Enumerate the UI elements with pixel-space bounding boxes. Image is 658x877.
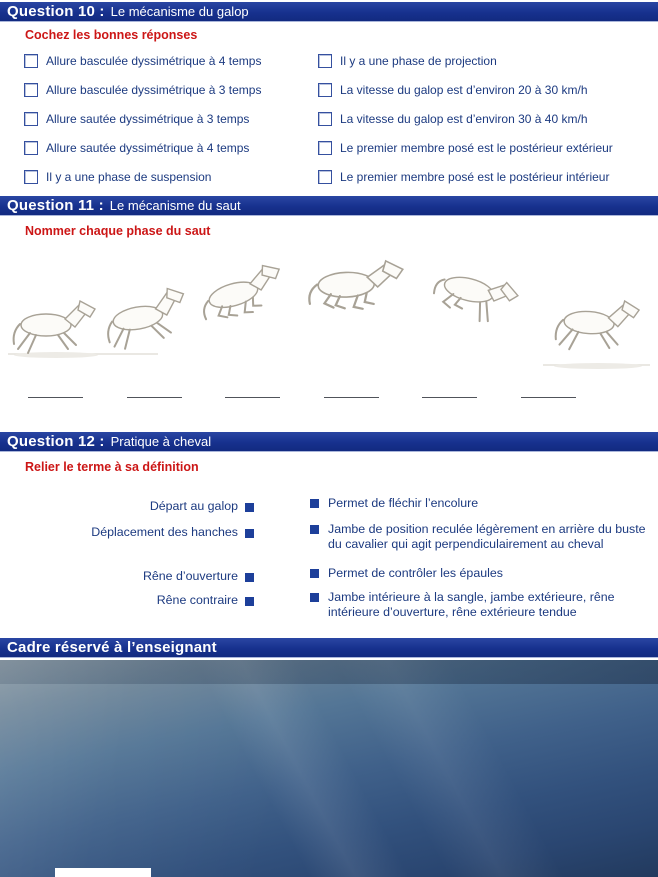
q12-definition: Permet de fléchir l’encolure [328, 496, 479, 510]
q10-option-label: Il y a une phase de projection [340, 53, 497, 68]
q12-definition: Permet de contrôler les épaules [328, 566, 503, 580]
q12-match-row [0, 566, 658, 583]
q11-answer-blanks [28, 386, 576, 398]
horse-phase-3 [196, 261, 289, 325]
q10-option-row [24, 104, 314, 133]
q10-option-checkbox[interactable] [24, 141, 38, 155]
q10-option-checkbox[interactable] [318, 112, 332, 126]
q10-option-label: Allure basculée dyssimétrique à 3 temps [46, 82, 262, 97]
teacher-reserved-area-photo [0, 660, 658, 877]
horse-phase-2 [102, 286, 191, 351]
q12-definition-connector-square[interactable] [310, 525, 319, 534]
q12-definition-connector-square[interactable] [310, 499, 319, 508]
q10-option-row [24, 133, 314, 162]
q10-option-label: La vitesse du galop est d’environ 20 à 30 km/h [340, 82, 588, 97]
question-11-title: Le mécanisme du saut [109, 198, 241, 213]
q12-term: Rêne contraire [156, 593, 238, 607]
q10-option-row [318, 133, 654, 162]
horse-phase-5 [430, 266, 521, 329]
q10-option-checkbox[interactable] [318, 54, 332, 68]
question-10-label: Question 10 : [7, 3, 105, 20]
question-11-label: Question 11 : [7, 197, 104, 214]
q12-definition: Jambe de position reculée légèrement en arrière du buste du cavalier qui agit perpendiculairement au cheval [328, 522, 646, 551]
q10-option-checkbox[interactable] [318, 170, 332, 184]
q12-term-connector-square[interactable] [245, 597, 254, 606]
q10-option-label: Allure sautée dyssimétrique à 3 temps [46, 111, 250, 126]
horse-phase-6 [555, 296, 640, 354]
q12-term-connector-square[interactable] [245, 529, 254, 538]
q12-term: Départ au galop [149, 499, 238, 513]
q10-option-row [24, 162, 314, 191]
q10-option-label: Le premier membre posé est le postérieur intérieur [340, 169, 610, 184]
q10-left-options [24, 46, 314, 191]
question-11-header [0, 196, 658, 216]
q12-term-connector-square[interactable] [245, 573, 254, 582]
q12-definition-connector-square[interactable] [310, 569, 319, 578]
q10-option-row [318, 104, 654, 133]
q10-option-checkbox[interactable] [24, 54, 38, 68]
q12-match-row [0, 496, 658, 513]
q10-option-row [318, 46, 654, 75]
answer-blank[interactable] [324, 386, 379, 398]
question-10-title: Le mécanisme du galop [110, 4, 249, 19]
q12-term-connector-square[interactable] [245, 503, 254, 512]
horse-jump-sequence-image [8, 248, 650, 373]
q10-right-options [318, 46, 654, 191]
answer-blank[interactable] [225, 386, 280, 398]
q12-match-row [0, 590, 658, 619]
q12-instruction: Relier le terme à sa définition [25, 460, 199, 474]
teacher-box-header [0, 638, 658, 658]
q10-option-label: Le premier membre posé est le postérieur extérieur [340, 140, 613, 155]
q10-option-row [318, 162, 654, 191]
q10-option-checkbox[interactable] [318, 83, 332, 97]
q10-option-label: Allure basculée dyssimétrique à 4 temps [46, 53, 262, 68]
q12-term: Déplacement des hanches [91, 525, 238, 539]
answer-blank[interactable] [422, 386, 477, 398]
horse-phase-1 [14, 301, 95, 353]
q11-instruction: Nommer chaque phase du saut [25, 224, 211, 238]
answer-blank[interactable] [521, 386, 576, 398]
q10-option-label: Allure sautée dyssimétrique à 4 temps [46, 140, 250, 155]
q12-term: Rêne d’ouverture [142, 569, 238, 583]
q10-option-label: La vitesse du galop est d’environ 30 à 40 km/h [340, 111, 588, 126]
q10-option-checkbox[interactable] [24, 170, 38, 184]
q12-definition: Jambe intérieure à la sangle, jambe extérieure, rêne intérieure d’ouverture, rêne extérieure tendue [328, 590, 615, 619]
question-12-header [0, 432, 658, 452]
q10-option-row [24, 46, 314, 75]
page-corner-notch [55, 868, 151, 877]
q10-option-checkbox[interactable] [318, 141, 332, 155]
q10-instruction: Cochez les bonnes réponses [25, 28, 198, 42]
q12-definition-connector-square[interactable] [310, 593, 319, 602]
question-10-header [0, 2, 658, 22]
q10-option-label: Il y a une phase de suspension [46, 169, 212, 184]
q10-option-checkbox[interactable] [24, 83, 38, 97]
q10-option-row [318, 75, 654, 104]
horse-phase-4 [308, 260, 404, 310]
q10-option-checkbox[interactable] [24, 112, 38, 126]
q12-match-row [0, 522, 658, 551]
teacher-box-title: Cadre réservé à l’enseignant [7, 639, 217, 656]
question-12-label: Question 12 : [7, 433, 105, 450]
answer-blank[interactable] [127, 386, 182, 398]
question-12-title: Pratique à cheval [110, 434, 212, 449]
q10-option-row [24, 75, 314, 104]
answer-blank[interactable] [28, 386, 83, 398]
